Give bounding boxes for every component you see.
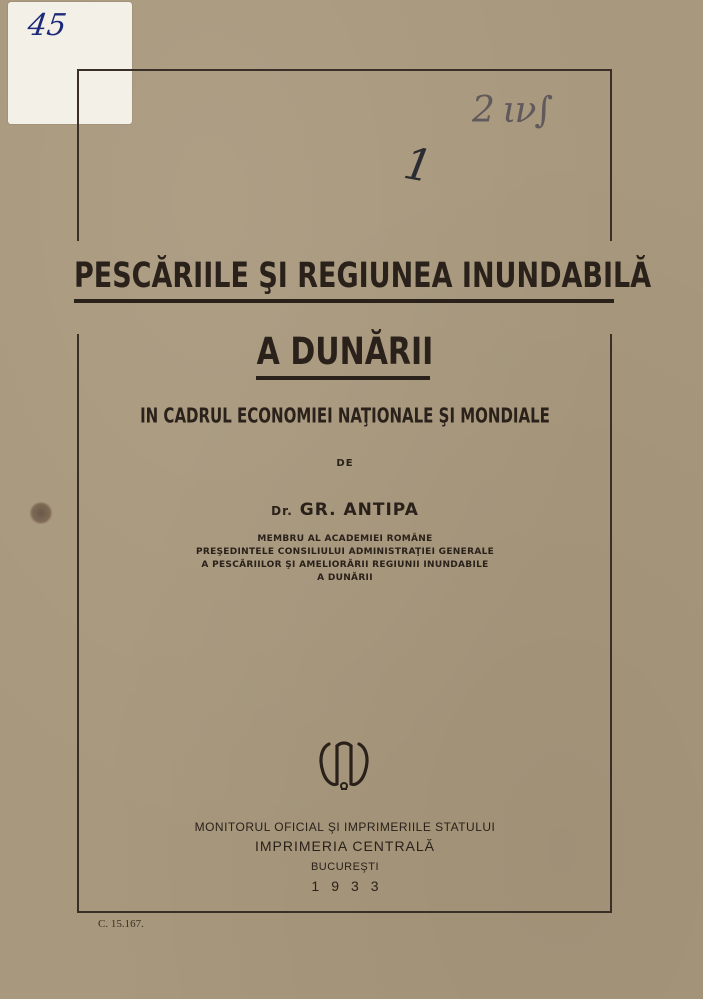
affiliation-line-1: MEMBRU AL ACADEMIEI ROMÂNE <box>257 534 433 544</box>
title-underline-2 <box>256 376 430 380</box>
byline-de: DE <box>336 458 354 469</box>
frame-left-border-lower <box>77 334 79 913</box>
publication-year: 1933 <box>311 878 391 894</box>
ink-stain <box>29 502 53 524</box>
author-affiliation <box>120 533 570 585</box>
author-prefix: Dr. <box>271 504 293 518</box>
title-underline-1 <box>74 299 614 303</box>
frame-top-border <box>77 69 612 71</box>
affiliation-line-4: A DUNĂRII <box>317 573 373 583</box>
monogram-logo <box>315 738 373 794</box>
frame-right-border-lower <box>610 334 612 913</box>
frame-left-border-upper <box>77 69 79 241</box>
author-name <box>180 500 510 520</box>
publisher-city: BUCUREŞTI <box>310 861 380 873</box>
frame-right-border-upper <box>610 69 612 241</box>
print-code: C. 15.167. <box>98 918 144 930</box>
title-line-2: A DUNĂRII <box>256 330 434 374</box>
affiliation-line-3: A PESCĂRIILOR ŞI AMELIORĂRII REGIUNII INUNDABILE <box>201 560 489 570</box>
pencil-annotation-one: 1 <box>399 137 437 194</box>
publisher-line-2: IMPRIMERIA CENTRALĂ <box>254 838 436 854</box>
publisher-line-1: MONITORUL OFICIAL ŞI IMPRIMERIILE STATULUI <box>194 820 496 834</box>
frame-bottom-border <box>77 911 612 913</box>
subtitle: IN CADRUL ECONOMIEI NAŢIONALE ŞI MONDIALE <box>140 403 550 428</box>
affiliation-line-2: PREŞEDINTELE CONSILIULUI ADMINISTRAŢIEI GENERALE <box>195 547 495 557</box>
author-fullname: GR. ANTIPA <box>299 500 419 520</box>
title-line-1: PESCĂRIILE ŞI REGIUNEA INUNDABILĂ <box>74 256 652 296</box>
pencil-annotation-code: 2 ιν∫ <box>472 90 552 131</box>
publisher-block <box>120 818 570 896</box>
sticker-number: 45 <box>25 8 69 43</box>
library-sticker <box>8 2 132 124</box>
